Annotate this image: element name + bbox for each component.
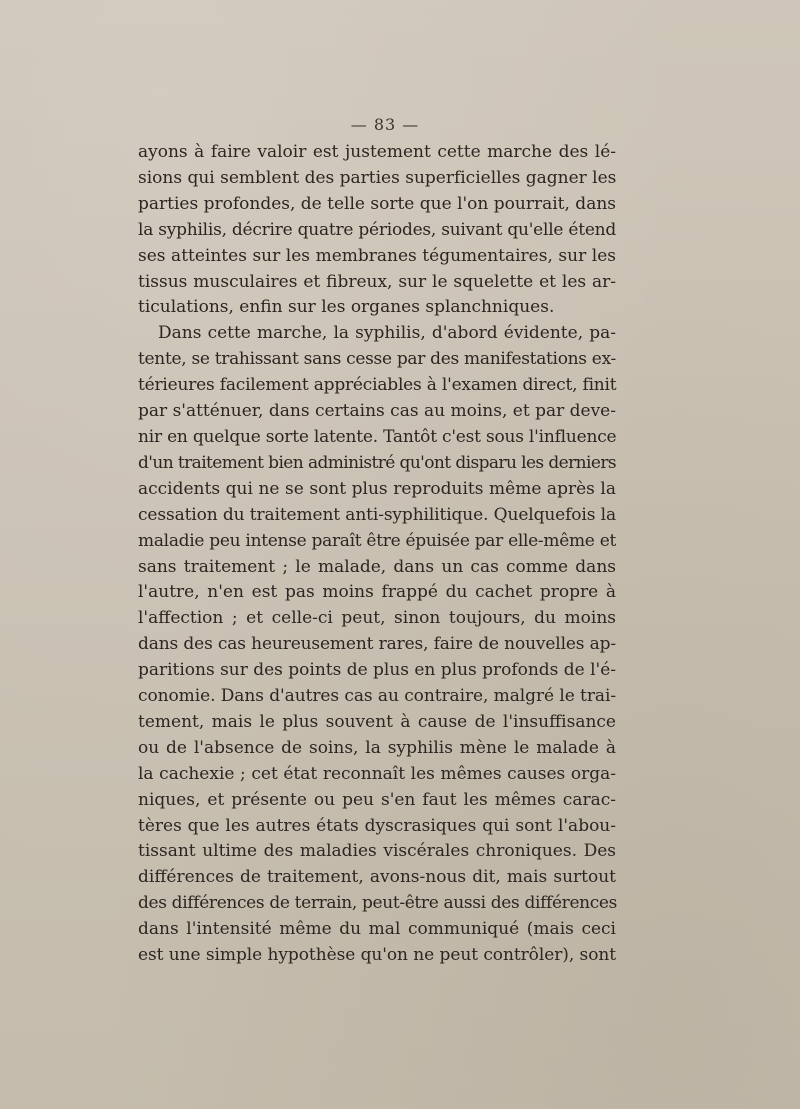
page-number: — 83 — <box>350 115 420 134</box>
text-line: ou de l'absence de soins, la syphilis mène le malade à <box>138 737 616 758</box>
text-line: la cachexie ; cet état reconnaît les mêmes causes orga- <box>138 763 616 784</box>
text-line: dans des cas heureusement rares, faire de nouvelles ap- <box>138 634 617 655</box>
text-line: cessation du traitement anti-syphilitique. Quelquefois la <box>138 504 616 525</box>
text-line: sans traitement ; le malade, dans un cas comme dans <box>138 556 616 577</box>
text-line: nir en quelque sorte latente. Tantôt c'est sous l'influence <box>138 426 617 447</box>
text-line: sions qui semblent des parties superficielles gagner les <box>138 167 617 188</box>
paragraph-2 <box>138 321 616 969</box>
text-line: ticulations, enfin sur les organes splanchniques. <box>138 297 555 318</box>
text-line: tement, mais le plus souvent à cause de l'insuffisance <box>138 711 616 732</box>
text-line: tères que les autres états dyscrasiques qui sont l'abou- <box>138 815 616 836</box>
text-line: tente, se trahissant sans cesse par des manifestations ex- <box>138 349 616 370</box>
text-line: maladie peu intense paraît être épuisée par elle-même et <box>138 530 616 551</box>
text-line: est une simple hypothèse qu'on ne peut contrôler), sont <box>138 945 617 966</box>
text-line: la syphilis, décrire quatre périodes, suivant qu'elle étend <box>138 219 616 240</box>
body-text <box>138 140 616 969</box>
text-line: différences de traitement, avons-nous dit, mais surtout <box>138 867 616 888</box>
text-line: paritions sur des points de plus en plus profonds de l'é- <box>138 660 616 681</box>
text-line: Dans cette marche, la syphilis, d'abord évidente, pa- <box>158 323 616 344</box>
text-line: des différences de terrain, peut-être aussi des différences <box>138 893 618 914</box>
text-line: l'affection ; et celle-ci peut, sinon toujours, du moins <box>138 608 616 629</box>
text-line: térieures facilement appréciables à l'examen direct, finit <box>138 375 617 396</box>
text-line: d'un traitement bien administré qu'ont disparu les derniers <box>138 452 617 473</box>
text-line: par s'atténuer, dans certains cas au moins, et par deve- <box>138 401 616 422</box>
text-line: niques, et présente ou peu s'en faut les mêmes carac- <box>138 789 616 810</box>
text-line: accidents qui ne se sont plus reproduits même après la <box>138 478 616 499</box>
text-line: tissant ultime des maladies viscérales chroniques. Des <box>138 841 616 862</box>
paragraph-1 <box>138 140 616 321</box>
text-line: parties profondes, de telle sorte que l'on pourrait, dans <box>138 193 616 214</box>
text-line: ses atteintes sur les membranes tégumentaires, sur les <box>138 245 616 266</box>
text-line: ayons à faire valoir est justement cette marche des lé- <box>138 142 616 162</box>
text-line: l'autre, n'en est pas moins frappé du cachet propre à <box>138 582 616 603</box>
text-line: tissus musculaires et fibreux, sur le squelette et les ar- <box>138 271 616 292</box>
text-line: dans l'intensité même du mal communiqué (mais ceci <box>138 919 616 940</box>
text-line: conomie. Dans d'autres cas au contraire, malgré le trai- <box>138 686 616 707</box>
